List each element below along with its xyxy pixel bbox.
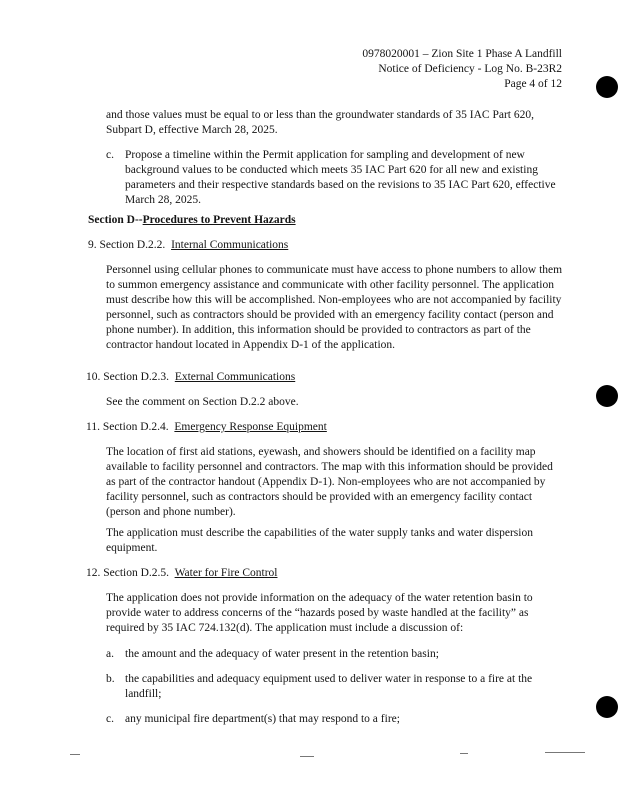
item-9-paragraph: Personnel using cellular phones to communicate must have access to phone numbers to allow them to summon emergency assistance and communicate with other facility personnel. The application must describe how this will be accomplished. Non-employees who are not accompanied by facility personnel, such as contractors should be provided with an emergency facility contact (person and phone number). In addition, this information should be provided to contractors as part of the contractor handout located in Appendix D-1 of the application. xyxy=(106,264,563,351)
sublist-a-marker: a. xyxy=(106,648,114,660)
item-c-text: Propose a timeline within the Permit application for sampling and development of new background values to be conducted which meets 35 IAC Part 620 for all new and existing parameters and their respective standards based on the revisions to 35 IAC Part 620, effective March 28, 2025. xyxy=(125,149,556,206)
item-12-heading: 12. Section D.2.5. Water for Fire Control xyxy=(86,567,278,579)
item-11-title: Emergency Response Equipment xyxy=(174,421,327,433)
item-11-heading: 11. Section D.2.4. Emergency Response Equipment xyxy=(86,421,327,433)
item-10-paragraph: See the comment on Section D.2.2 above. xyxy=(106,396,299,408)
binder-hole-bottom xyxy=(596,696,618,718)
item-9-heading: 9. Section D.2.2. Internal Communications xyxy=(88,239,289,251)
section-d-prefix: Section D-- xyxy=(88,214,143,226)
item-10-heading: 10. Section D.2.3. External Communications xyxy=(86,371,296,383)
scan-noise xyxy=(70,754,80,755)
item-11-paragraph-2: The application must describe the capabilities of the water supply tanks and water dispersion equipment. xyxy=(106,527,533,554)
header-notice-line: Notice of Deficiency - Log No. B-23R2 xyxy=(378,63,562,75)
sublist-b-marker: b. xyxy=(106,673,115,685)
sublist-a-text: the amount and the adequacy of water present in the retention basin; xyxy=(125,648,439,660)
binder-hole-middle xyxy=(596,385,618,407)
sublist-c-text: any municipal fire department(s) that may respond to a fire; xyxy=(125,713,400,725)
item-9-title: Internal Communications xyxy=(171,239,289,251)
sublist-c-marker: c. xyxy=(106,713,114,725)
scan-noise xyxy=(545,752,585,753)
scan-noise xyxy=(300,756,314,757)
item-10-title: External Communications xyxy=(174,371,296,383)
scan-noise xyxy=(460,753,468,754)
sublist-b-text: the capabilities and adequacy equipment used to deliver water in response to a fire at the landfill; xyxy=(125,673,533,700)
binder-hole-top xyxy=(596,76,618,98)
header-page-number: Page 4 of 12 xyxy=(504,78,562,90)
section-d-heading xyxy=(88,213,296,228)
intro-continuation: and those values must be equal to or less than the groundwater standards of 35 IAC Part 620, Subpart D, effective March 28, 2025. xyxy=(106,109,534,136)
section-d-title: Procedures to Prevent Hazards xyxy=(142,214,296,226)
item-c-marker: c. xyxy=(106,149,114,161)
item-11-paragraph-1: The location of first aid stations, eyewash, and showers should be identified on a facility map available to facility personnel and contractors. The map with this information should be provided as part of the contractor handout (Appendix D-1). Non-employees who are not accompanied by facility personnel, such as contractors should be provided with an emergency facility contact (person and phone number). xyxy=(106,446,553,518)
item-12-paragraph: The application does not provide information on the adequacy of the water retention basin to provide water to address concerns of the “hazards posed by waste handled at the facility” as required by 35 IAC 724.132(d). The application must include a discussion of: xyxy=(106,592,533,634)
document-header xyxy=(362,47,562,92)
item-12-title: Water for Fire Control xyxy=(174,567,278,579)
header-site-line: 0978020001 – Zion Site 1 Phase A Landfill xyxy=(362,48,562,60)
